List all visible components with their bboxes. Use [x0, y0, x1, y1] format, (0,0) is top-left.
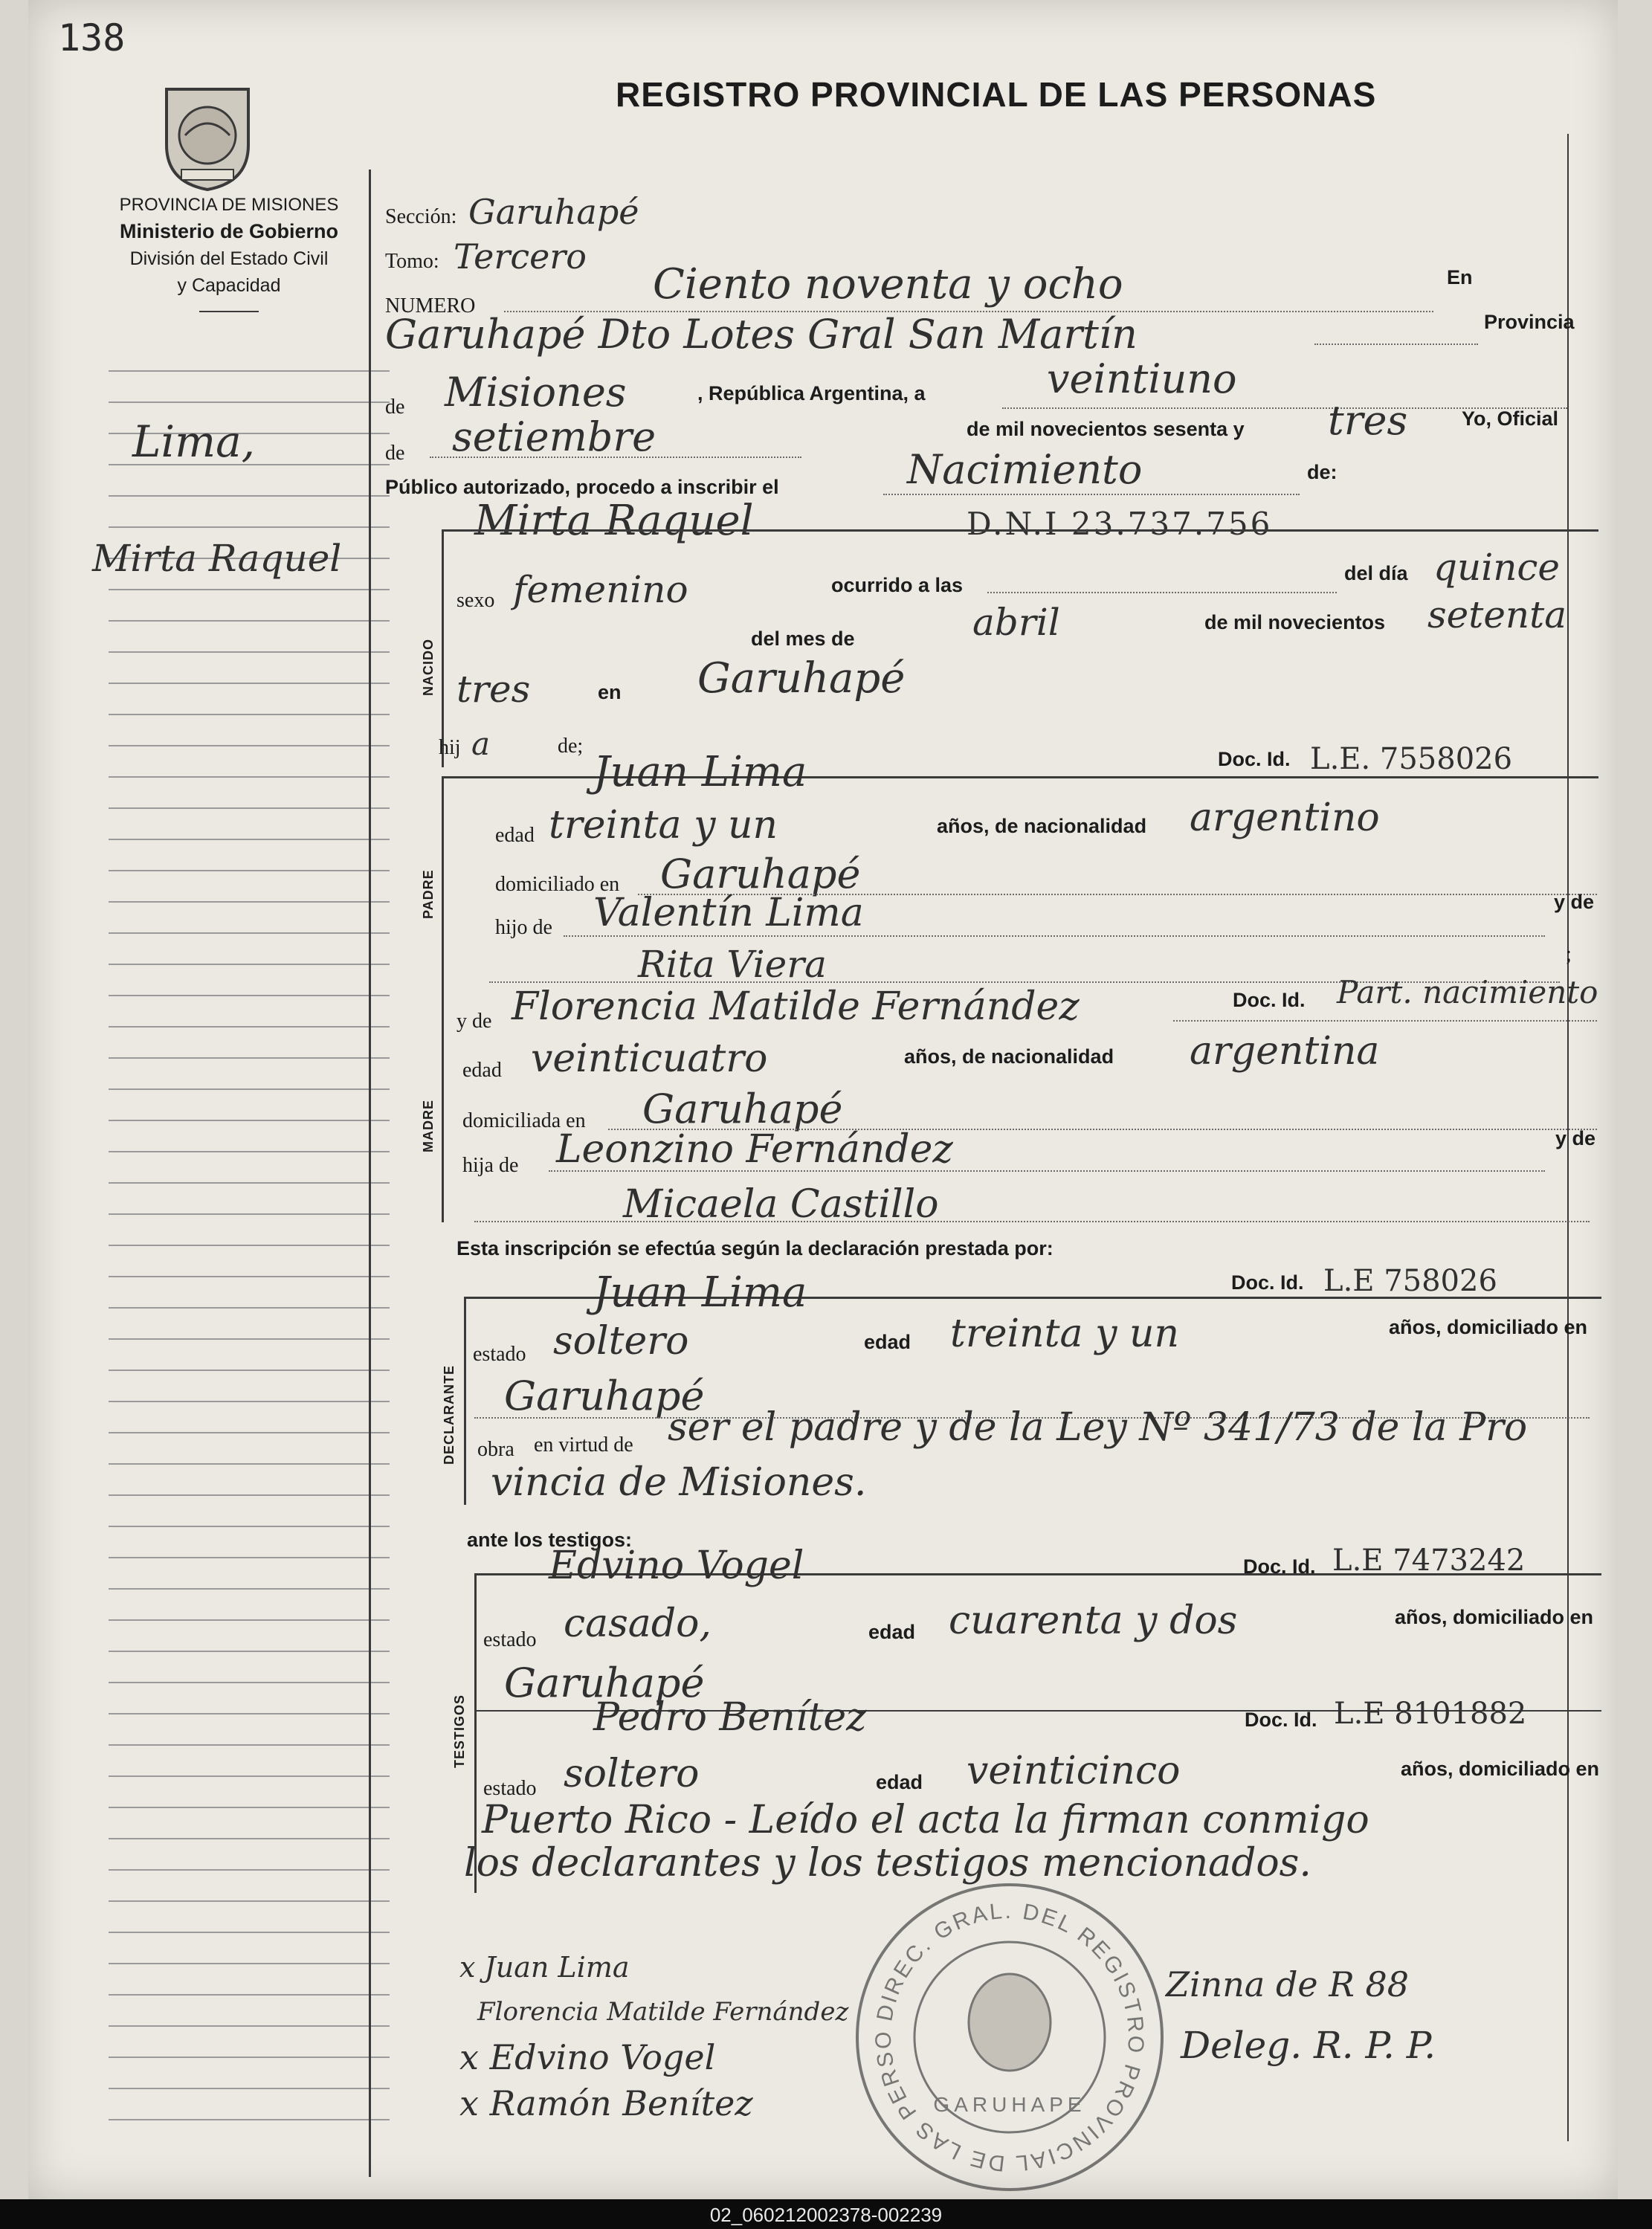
de2-label: de [385, 442, 405, 465]
margin-line [109, 1932, 390, 1933]
nacido-name-value: Mirta Raquel [474, 497, 754, 545]
margin-line [109, 714, 390, 715]
stamp-outer-text: DIREC. GRAL. DEL REGISTRO PROVINCIAL DE LAS PERSO [871, 1898, 1149, 2176]
madre-doc-label: Doc. Id. [1233, 989, 1306, 1011]
declarante-dom-label: años, domiciliado en [1389, 1316, 1588, 1338]
declarante-edad-label: edad [864, 1331, 911, 1353]
margin-line [109, 1276, 390, 1277]
margin-line [109, 495, 390, 497]
testigo2-edad-value: veinticinco [967, 1749, 1181, 1793]
declarante-dom-value: Garuhapé [504, 1372, 705, 1419]
nacido-top-rule [442, 529, 1598, 532]
padre-yde-label: y de [1554, 891, 1595, 913]
closing-line2: los declarantes y los testigos mencionados. [464, 1841, 1311, 1886]
margin-line [109, 2119, 390, 2120]
madre-name-value: Florencia Matilde Fernández [512, 984, 1080, 1029]
margin-line [109, 1307, 390, 1309]
madre-doc-dotline [1173, 1020, 1597, 1022]
signature-official-title: Deleg. R. P. P. [1181, 2024, 1436, 2067]
nacido-lugar-value: Garuhapé [697, 654, 906, 703]
mes-dotline [430, 457, 801, 458]
madre-edad-value: veinticuatro [531, 1036, 768, 1081]
declarante-edad-value: treinta y un [950, 1312, 1179, 1356]
margin-line [109, 1213, 390, 1215]
place-value: Garuhapé Dto Lotes Gral San Martín [385, 311, 1138, 358]
testigo1-name-value: Edvino Vogel [549, 1543, 804, 1588]
margin-line [109, 589, 390, 590]
mes-value: setiembre [452, 413, 656, 460]
sexo-label: sexo [456, 589, 495, 612]
declarante-doc-label: Doc. Id. [1231, 1271, 1304, 1294]
testigo2-estado-value: soltero [564, 1752, 700, 1796]
virtud-label: en virtud de [534, 1433, 633, 1457]
margin-line [109, 2088, 390, 2089]
de-label: de [385, 396, 405, 419]
margin-line [109, 1651, 390, 1652]
margin-line [109, 1151, 390, 1152]
republica-label: , República Argentina, a [697, 382, 926, 404]
madre-yde2-label: y de [1555, 1127, 1596, 1149]
madre-nac-value: argentina [1190, 1029, 1380, 1074]
registry-stamp [846, 1874, 1173, 2201]
testigo1-doc-value: L.E 7473242 [1332, 1543, 1526, 1578]
de-value: Misiones [445, 369, 627, 416]
testigo1-estado-label: estado [483, 1628, 537, 1651]
province-label: PROVINCIA DE MISIONES [119, 195, 339, 215]
testigo2-edad-label: edad [876, 1771, 923, 1793]
virtud-value: ser el padre y de la Ley Nº 341/73 de la Pro [668, 1405, 1528, 1450]
margin-line [109, 1432, 390, 1433]
virtud-value-cont: vincia de Misiones. [491, 1460, 867, 1505]
mil-label: de mil novecientos sesenta y [967, 418, 1245, 440]
frame-left-rule [369, 170, 371, 2177]
declarante-estado-value: soltero [553, 1319, 689, 1364]
signature-testigo2: x Ramón Benítez [459, 2083, 753, 2123]
padre-doc-label: Doc. Id. [1218, 748, 1291, 770]
hija-de-label: de; [558, 735, 584, 758]
margin-line [109, 1588, 390, 1590]
madre-edad-label: edad [462, 1059, 502, 1082]
margin-line [109, 1869, 390, 1871]
margin-line [109, 901, 390, 903]
margin-line [109, 1557, 390, 1558]
testigo2-doc-label: Doc. Id. [1245, 1709, 1317, 1731]
padre-edad-value: treinta y un [549, 803, 778, 848]
nacido-dni-value: D.N.I 23.737.756 [967, 506, 1273, 542]
testigo1-doc-label: Doc. Id. [1243, 1555, 1316, 1578]
margin-line [109, 745, 390, 746]
margin-line [109, 1807, 390, 1808]
margin-line [109, 1900, 390, 1902]
padre-dom-label: domiciliado en [495, 873, 620, 896]
padre-name-value: Juan Lima [593, 748, 807, 796]
margin-line [109, 1682, 390, 1683]
margin-line [109, 1057, 390, 1059]
margin-line [109, 870, 390, 871]
padre-dom-value: Garuhapé [660, 851, 861, 897]
margin-line [109, 995, 390, 996]
padre-nac-value: argentino [1190, 796, 1380, 840]
margin-line [109, 1526, 390, 1527]
testigo1-dom-value: Garuhapé [504, 1659, 705, 1706]
declarante-section-label: DECLARANTE [442, 1365, 456, 1465]
margin-line [109, 620, 390, 622]
margin-line [109, 839, 390, 840]
margin-line [109, 1775, 390, 1777]
division-label: División del Estado Civil [129, 248, 329, 269]
provincia-label: Provincia [1484, 311, 1575, 333]
tomo-value: Tercero [454, 236, 587, 277]
de3-label: de: [1307, 461, 1338, 483]
margin-line [109, 1838, 390, 1839]
testigo1-estado-value: casado, [564, 1601, 712, 1646]
yo-oficial-label: Yo, Oficial [1462, 407, 1559, 430]
testigo1-edad-label: edad [868, 1621, 916, 1643]
margin-line [109, 1088, 390, 1090]
madre-father-value: Leonzino Fernández [556, 1127, 953, 1172]
signature-official: Zinna de R 88 [1166, 1964, 1410, 2004]
margin-line [109, 807, 390, 809]
del-mes-label: del mes de [751, 628, 855, 650]
signature-declarante: x Juan Lima [459, 1951, 630, 1984]
padre-hijo-label: hijo de [495, 916, 552, 939]
margin-line [109, 2057, 390, 2058]
nacido-anio2-value: tres [456, 668, 531, 711]
dia-value: veintiuno [1047, 355, 1237, 402]
nacido-mes-value: abril [972, 601, 1060, 644]
anio-value: tres [1328, 397, 1408, 444]
padre-father-value: Valentín Lima [593, 891, 864, 935]
margin-line [109, 1463, 390, 1465]
padre-rule [442, 776, 444, 999]
acto-value: Nacimiento [907, 446, 1143, 493]
margin-line [109, 526, 390, 528]
publico-label: Público autorizado, procedo a inscribir el [385, 476, 779, 498]
ocurrido-label: ocurrido a las [831, 574, 964, 596]
margin-line [109, 1494, 390, 1496]
margin-line [109, 370, 390, 372]
madre-mother-dotline [474, 1221, 1590, 1222]
testigo2-name-value: Pedro Benítez [593, 1695, 867, 1740]
margin-line [109, 1026, 390, 1028]
padre-nac-label: años, de nacionalidad [937, 815, 1147, 837]
margin-line [109, 964, 390, 965]
padre-mother-value: Rita Viera [638, 943, 827, 986]
margin-line [109, 932, 390, 934]
signature-madre: Florencia Matilde Fernández [477, 1997, 849, 2027]
testigo1-edad-value: cuarenta y dos [949, 1599, 1238, 1643]
hora-dotline [987, 592, 1337, 593]
margin-line [109, 1245, 390, 1246]
margin-line [109, 1370, 390, 1371]
declarante-rule [464, 1297, 466, 1505]
tomo-label: Tomo: [385, 250, 439, 273]
margin-line [109, 1963, 390, 1964]
padre-doc-value: L.E. 7558026 [1310, 742, 1513, 776]
margin-line [109, 1994, 390, 1996]
stamp-inner-text: GARUHAPE [933, 2093, 1086, 2116]
numero-value: Ciento noventa y ocho [653, 260, 1123, 309]
hija-value: a [471, 726, 491, 762]
declarante-doc-value: L.E 758026 [1323, 1264, 1497, 1298]
nacido-rule [442, 529, 444, 767]
signature-testigo1: x Edvino Vogel [459, 2037, 716, 2077]
closing-line1: Puerto Rico - Leído el acta la firman conmigo [482, 1798, 1369, 1842]
padre-section-label: PADRE [421, 869, 436, 919]
padre-father-dotline [564, 935, 1545, 937]
footer-id-text: 02_060212002378-002239 [709, 2204, 943, 2226]
ministry-label: Ministerio de Gobierno [119, 220, 339, 242]
madre-rule [442, 999, 444, 1222]
testigo1-dom-label: años, domiciliado en [1395, 1606, 1594, 1628]
madre-dom-value: Garuhapé [642, 1086, 843, 1132]
register-page [28, 0, 1618, 2199]
margin-line [109, 1120, 390, 1121]
testigo2-estado-label: estado [483, 1777, 537, 1800]
nacido-section-label: NACIDO [421, 639, 436, 696]
madre-mother-value: Micaela Castillo [623, 1182, 939, 1227]
footer-bar [0, 2199, 1652, 2229]
hija-label: hij [439, 736, 461, 759]
acto-dotline [883, 494, 1300, 495]
madre-nac-label: años, de nacionalidad [904, 1045, 1114, 1068]
padre-semicolon: ; [1566, 943, 1572, 966]
madre-yde-label: y de [456, 1010, 492, 1033]
capacity-label: y Capacidad [177, 275, 281, 296]
nacido-dia-value: quince [1433, 546, 1560, 589]
testigos-section-label: TESTIGOS [452, 1694, 467, 1768]
declarante-estado-label: estado [473, 1343, 526, 1366]
place-dotline [1314, 343, 1478, 345]
margin-line [109, 683, 390, 684]
padre-edad-label: edad [495, 824, 535, 847]
nacido-anio-value: setenta [1427, 593, 1567, 636]
del-dia-label: del día [1344, 562, 1408, 584]
province-seal [152, 74, 263, 193]
seccion-value: Garuhapé [468, 192, 639, 232]
testigo2-doc-value: L.E 8101882 [1334, 1697, 1527, 1731]
madre-doc-value: Part. nacimiento [1337, 974, 1598, 1010]
margin-line [109, 1338, 390, 1340]
madre-dom-label: domiciliada en [462, 1109, 586, 1132]
margin-line [109, 1619, 390, 1621]
declaracion-intro-label: Esta inscripción se efectúa según la declaración prestada por: [456, 1237, 1054, 1259]
margin-line [109, 1182, 390, 1184]
margin-line [109, 2025, 390, 2027]
margin-line [109, 1713, 390, 1715]
margin-note-name: Mirta Raquel [92, 537, 342, 580]
nacido-en-label: en [598, 681, 622, 703]
declarante-name-value: Juan Lima [593, 1268, 807, 1317]
madre-father-dotline [549, 1170, 1545, 1172]
margin-line [109, 776, 390, 778]
testigo2-dom-label: años, domiciliado en [1401, 1758, 1600, 1780]
document-title: REGISTRO PROVINCIAL DE LAS PERSONAS [616, 75, 1377, 114]
en-label: En [1447, 266, 1473, 288]
nacido-mil-label: de mil novecientos [1204, 611, 1386, 633]
madre-hija-label: hija de [462, 1154, 519, 1177]
testigos-intro-label: ante los testigos: [467, 1529, 633, 1551]
margin-line [109, 401, 390, 403]
obra-label: obra [477, 1438, 514, 1461]
margin-line [109, 1744, 390, 1746]
page-number: 138 [58, 16, 126, 59]
margin-line [109, 651, 390, 653]
madre-section-label: MADRE [421, 1100, 436, 1152]
sexo-value: femenino [513, 568, 688, 611]
numero-label: NUMERO [385, 294, 476, 317]
margin-note-surname: Lima, [132, 416, 256, 467]
header-divider [199, 311, 259, 312]
margin-line [109, 1401, 390, 1402]
seccion-label: Sección: [385, 205, 457, 228]
